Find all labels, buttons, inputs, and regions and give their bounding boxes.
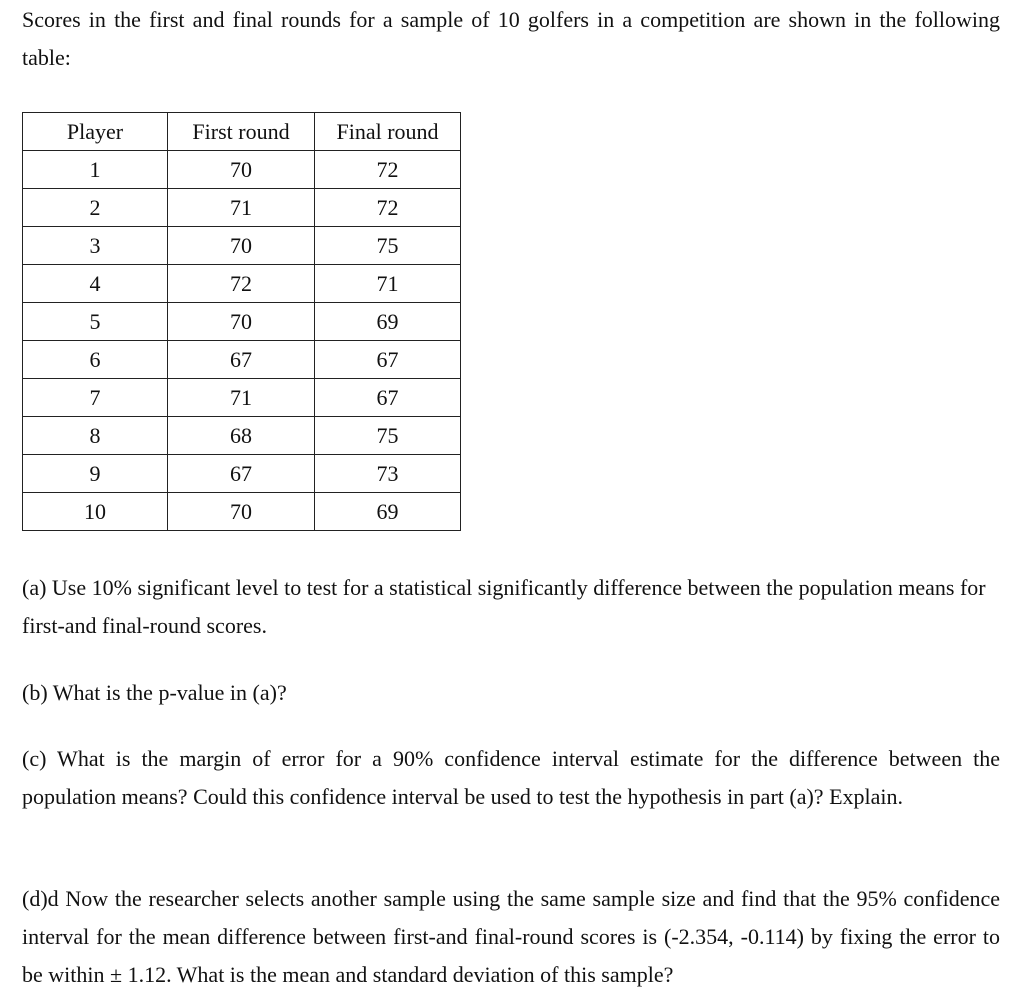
table-row <box>23 493 461 531</box>
table-header-row <box>23 113 461 151</box>
final-round-cell: 69 <box>315 303 461 341</box>
table-row <box>23 303 461 341</box>
table-row <box>23 455 461 493</box>
first-round-cell: 71 <box>168 189 315 227</box>
table-row <box>23 341 461 379</box>
final-round-cell: 71 <box>315 265 461 303</box>
player-cell: 3 <box>23 227 168 265</box>
question-d: (d)d Now the researcher selects another sample using the same sample size and find that the 95% confidence interval for the mean difference between first-and final-round scores is (-2.354, -0.114) by fixing the error to be within ± 1.12. What is the mean and standard deviation of this sample? <box>22 886 1000 987</box>
question-b: (b) What is the p-value in (a)? <box>22 680 287 705</box>
final-round-cell: 67 <box>315 341 461 379</box>
first-round-cell: 71 <box>168 379 315 417</box>
final-round-cell: 72 <box>315 189 461 227</box>
question-c: (c) What is the margin of error for a 90% confidence interval estimate for the difference between the population means? Could this confidence interval be used to test the hypothesis in part (a)? Explain. <box>22 746 1000 809</box>
column-header-player: Player <box>23 113 168 151</box>
player-cell: 4 <box>23 265 168 303</box>
table-row <box>23 189 461 227</box>
column-header-final-round: Final round <box>315 113 461 151</box>
first-round-cell: 70 <box>168 303 315 341</box>
first-round-cell: 70 <box>168 151 315 189</box>
table-row <box>23 417 461 455</box>
column-header-first-round: First round <box>168 113 315 151</box>
final-round-cell: 75 <box>315 227 461 265</box>
player-cell: 8 <box>23 417 168 455</box>
final-round-cell: 72 <box>315 151 461 189</box>
player-cell: 7 <box>23 379 168 417</box>
player-cell: 9 <box>23 455 168 493</box>
table-row <box>23 379 461 417</box>
final-round-cell: 69 <box>315 493 461 531</box>
final-round-cell: 73 <box>315 455 461 493</box>
question-a: (a) Use 10% significant level to test for a statistical significantly difference between the population means for first-and final-round scores. <box>22 575 986 638</box>
table-row <box>23 265 461 303</box>
player-cell: 5 <box>23 303 168 341</box>
final-round-cell: 75 <box>315 417 461 455</box>
first-round-cell: 70 <box>168 493 315 531</box>
player-cell: 2 <box>23 189 168 227</box>
player-cell: 6 <box>23 341 168 379</box>
first-round-cell: 72 <box>168 265 315 303</box>
table-row <box>23 227 461 265</box>
first-round-cell: 70 <box>168 227 315 265</box>
final-round-cell: 67 <box>315 379 461 417</box>
first-round-cell: 68 <box>168 417 315 455</box>
scores-table <box>22 112 461 531</box>
player-cell: 1 <box>23 151 168 189</box>
table-row <box>23 151 461 189</box>
first-round-cell: 67 <box>168 341 315 379</box>
player-cell: 10 <box>23 493 168 531</box>
first-round-cell: 67 <box>168 455 315 493</box>
intro-paragraph: Scores in the first and final rounds for a sample of 10 golfers in a competition are shown in the following table: <box>22 7 1000 70</box>
